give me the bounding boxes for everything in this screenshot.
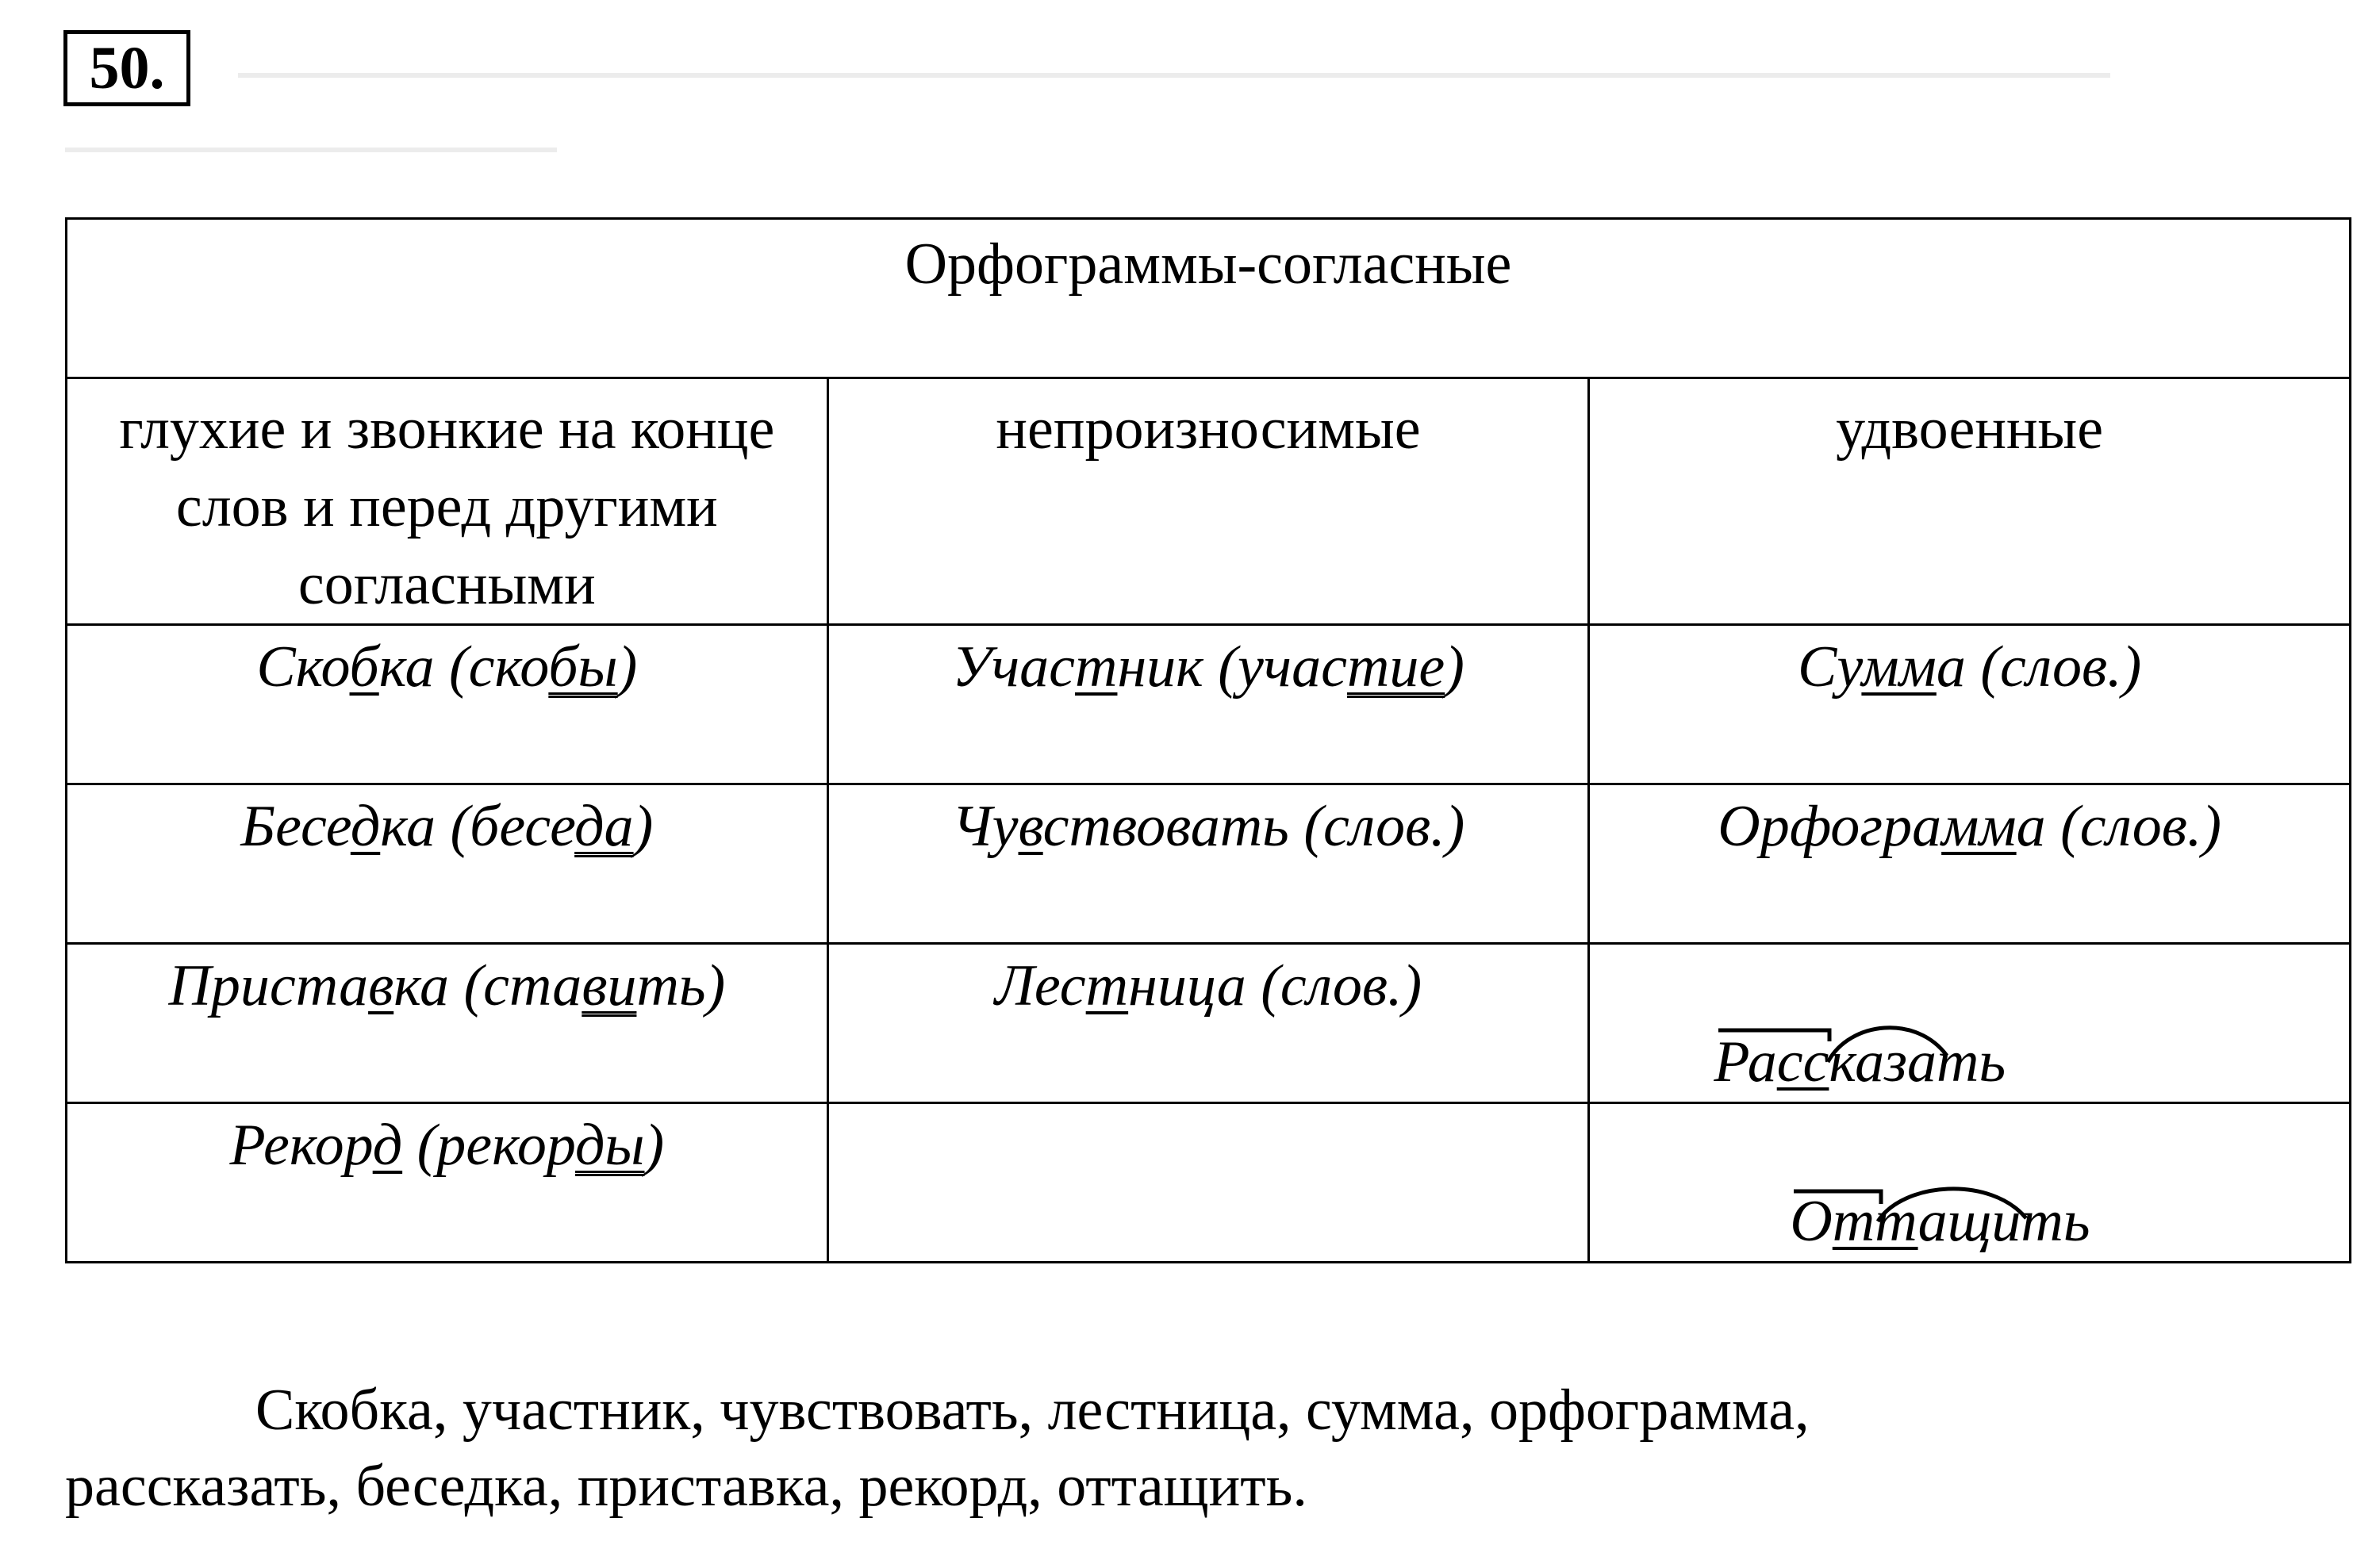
example-word: Лестница (слов.) (994, 953, 1422, 1018)
check-mark: ви (582, 953, 637, 1018)
example-word: Рассказать (1714, 1029, 2006, 1095)
spelling-mark: мм (1941, 794, 2017, 859)
table-cell (827, 625, 1589, 784)
spelling-mark: в (1018, 794, 1043, 859)
spelling-mark: т (1085, 953, 1129, 1018)
table-cell (1589, 784, 2351, 944)
check-mark: тие (1346, 634, 1445, 700)
table-cell (1589, 625, 2351, 784)
answer-line: Скобка, участник, чувствовать, лестница, сумма, орфограмма, (255, 1378, 1810, 1443)
check-mark: бы (548, 634, 618, 700)
table-cell (827, 784, 1589, 944)
table-cell (67, 784, 828, 944)
table-cell (67, 1103, 828, 1263)
table-cell (67, 625, 828, 784)
table-cell-empty (827, 1103, 1589, 1263)
table-row (67, 1103, 2351, 1263)
example-word: Беседка (беседа) (240, 794, 654, 859)
task-number: 50. (63, 30, 190, 106)
example-word: Орфограмма (слов.) (1718, 794, 2222, 859)
spelling-mark: тт (1832, 1189, 1918, 1254)
category-header-unpronounceable (827, 378, 1589, 625)
example-word: Приставка (ставить) (168, 953, 726, 1018)
table-cell (1589, 1103, 2351, 1263)
category-label: удвоенные (1836, 397, 2104, 462)
table-row (67, 944, 2351, 1103)
spelling-mark: сс (1776, 1029, 1829, 1095)
check-mark: ды (574, 1113, 645, 1178)
category-header-doubled (1589, 378, 2351, 625)
table-row (67, 625, 2351, 784)
example-word: Участник (участие) (952, 634, 1464, 700)
spelling-mark: б (349, 634, 379, 700)
spelling-mark: мм (1861, 634, 1937, 700)
spelling-mark: д (350, 794, 381, 859)
spelling-mark: д (372, 1113, 403, 1178)
category-header-voiced-voiceless (67, 378, 828, 625)
table-title: Орфограммы-согласные (904, 232, 1512, 297)
category-label: непроизносимые (996, 397, 1421, 462)
answer-line: рассказать, беседка, приставка, рекорд, оттащить. (65, 1454, 1307, 1519)
example-word: Скобка (скобы) (256, 634, 638, 700)
example-word: Чувствовать (слов.) (951, 794, 1465, 859)
spelling-mark: т (1075, 634, 1118, 700)
faded-instruction-line (65, 148, 557, 152)
example-word: Оттащить (1790, 1189, 2090, 1254)
table-cell (67, 944, 828, 1103)
category-label: глухие и звонкие на конце слов и перед другими согласными (119, 397, 775, 617)
spelling-table (65, 217, 2351, 1263)
answer-paragraph (65, 1372, 2286, 1524)
table-cell (827, 944, 1589, 1103)
table-row (67, 784, 2351, 944)
example-word: Сумма (слов.) (1798, 634, 2142, 700)
table-title-cell (67, 219, 2351, 378)
faded-instruction-line (238, 73, 2110, 78)
example-word: Рекорд (рекорды) (229, 1113, 665, 1178)
spelling-mark: в (368, 953, 394, 1018)
table-cell (1589, 944, 2351, 1103)
check-mark: да (574, 794, 634, 859)
